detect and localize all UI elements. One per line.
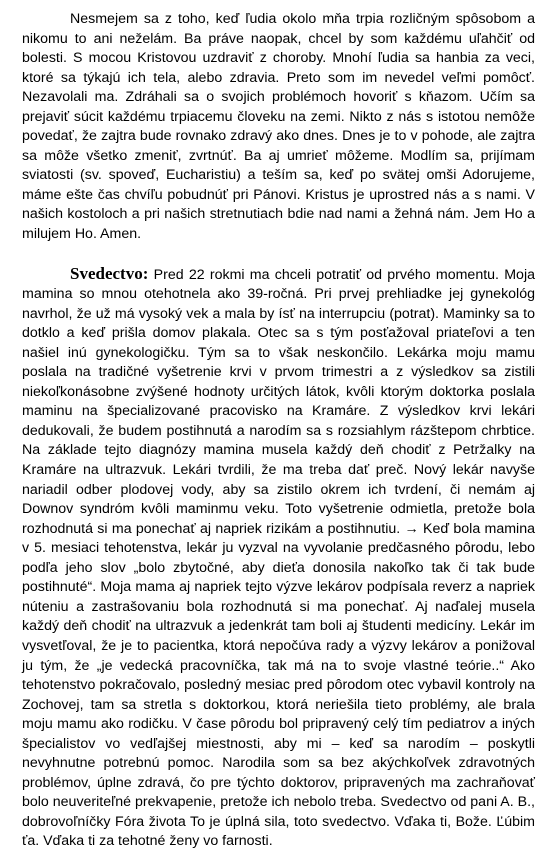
testimony-heading: Svedectvo: [70, 263, 149, 283]
testimony-text: Pred 22 rokmi ma chceli potratiť od prvého momentu. Moja mamina so mnou otehotnela ako 39-ročná. Pri prvej prehliadke jej gynekológ navrhol, že už má vysoký vek a mala by ísť na interrupciu (potrat). Maminky sa to dotklo a keď prišla domov plakala. Otec sa s tým posťažoval priateľovi a ten našiel inú gynekologičku. Tým sa to však neskončilo. Lekárka moju mamu poslala na tradičné vyšetrenie krvi v prvom trimestri a z výsledkov sa zistili niekoľkonásobne zvýšené hodnoty určitých látok, kvôli ktorým doktorka poslala maminu na špecializované pracovisko na Kramáre. Z výsledkov krvi lekári dedukovali, že budem postihnutá a narodím sa s rozsiahlym rázštepom chrbtice. Na základe tejto diagnózy mamina musela každý deň chodiť z Petržalky na Kramáre na ultrazvuk. Lekári tvrdili, že ma treba dať preč. Nový lekár navyše nariadil odber plodovej vody, aby sa zistilo okrem ich tvrdení, či nemám aj Downov syndróm kvôli maminmu veku. Toto vyšetrenie odmietla, pretože bola rozhodnutá si ma ponechať aj napriek rizikám a postihnutiu. → Keď bola mamina v 5. mesiaci tehotenstva, lekár ju vyzval na vyvolanie predčasného pôrodu, lebo podľa jeho slov „bolo zbytočné, aby dieťa donosila nakoľko tak či tak bude postihnuté“. Moja mama aj napriek tejto výzve lekárov podpísala reverz a napriek núteniu a zastrašovaniu bola rozhodnutá si ma ponechať. Aj naďalej musela každý deň chodiť na ultrazvuk a jedenkrát tam boli aj študenti medicíny. Lekár im vysvetľoval, že je to pacientka, ktorá nepočúva rady a výzvy lekárov a ponižoval ju tým, že „je vedecká pracovníčka, tak má na to svoje vlastné teórie..“ Ako tehotenstvo pokračovalo, posledný mesiac pred pôrodom otec vybavil kontroly na Zochovej, tam sa stretla s doktorkou, ktorá neriešila tieto problémy, ale brala moju mamu ako rodičku. V čase pôrodu bol pripravený celý tím pediatrov a iných špecialistov vo vedľajšej miestnosti, aby mi – keď sa narodím – poskytli nevyhnutne potrebnú pomoc. Narodila som sa bez akýchkoľvek zdravotných problémov, úplne zdravá, čo pre týchto doktorov, pripravených ma zachraňovať bolo neuveriteľné prekvapenie, pretože ich nebolo treba. Svedectvo od pani A. B., dobrovoľníčky Fóra života To je úplná sila, toto svedectvo. Vďaka ti, Bože. Ľúbim ťa. Vďaka ti za tehotné ženy vo farnosti. [22, 266, 535, 850]
paragraph-reflection: Nesmejem sa z toho, keď ľudia okolo mňa trpia rozličným spôsobom a nikomu to ani neželám. Ba práve naopak, chcel by som každému uľahčiť od bolesti. S mocou Kristovou uzdraviť z choroby. Mnohí ľudia sa hanbia za veci, ktoré sa týkajú ich tela, alebo zdravia. Preto som im nevedel veľmi pomôcť. Nezavolali ma. Zdráhali sa o svojich problémoch hovoriť s kňazom. Učím sa prejaviť súcit každému trpiacemu človeku na zemi. Nikto z nás s istotou nemôže povedať, že zajtra bude rovnako zdravý ako dnes. Dnes je to v pohode, ale zajtra sa môže všetko zmeniť, zvrtnúť. Ba aj umrieť môžeme. Modlím sa, prijímam sviatosti (sv. spoveď, Eucharistiu) a teším sa, keď po svätej omši Adorujeme, máme ešte čas chvíľu pobudnúť pri Pánovi. Kristus je uprostred nás a s nami. V našich kostoloch a pri našich stretnutiach bdie nad nami a žehná nám. Jem Ho a milujem Ho. Amen. [22, 11, 535, 243]
document-page [22, 10, 535, 852]
paragraph-testimony [22, 264, 535, 852]
